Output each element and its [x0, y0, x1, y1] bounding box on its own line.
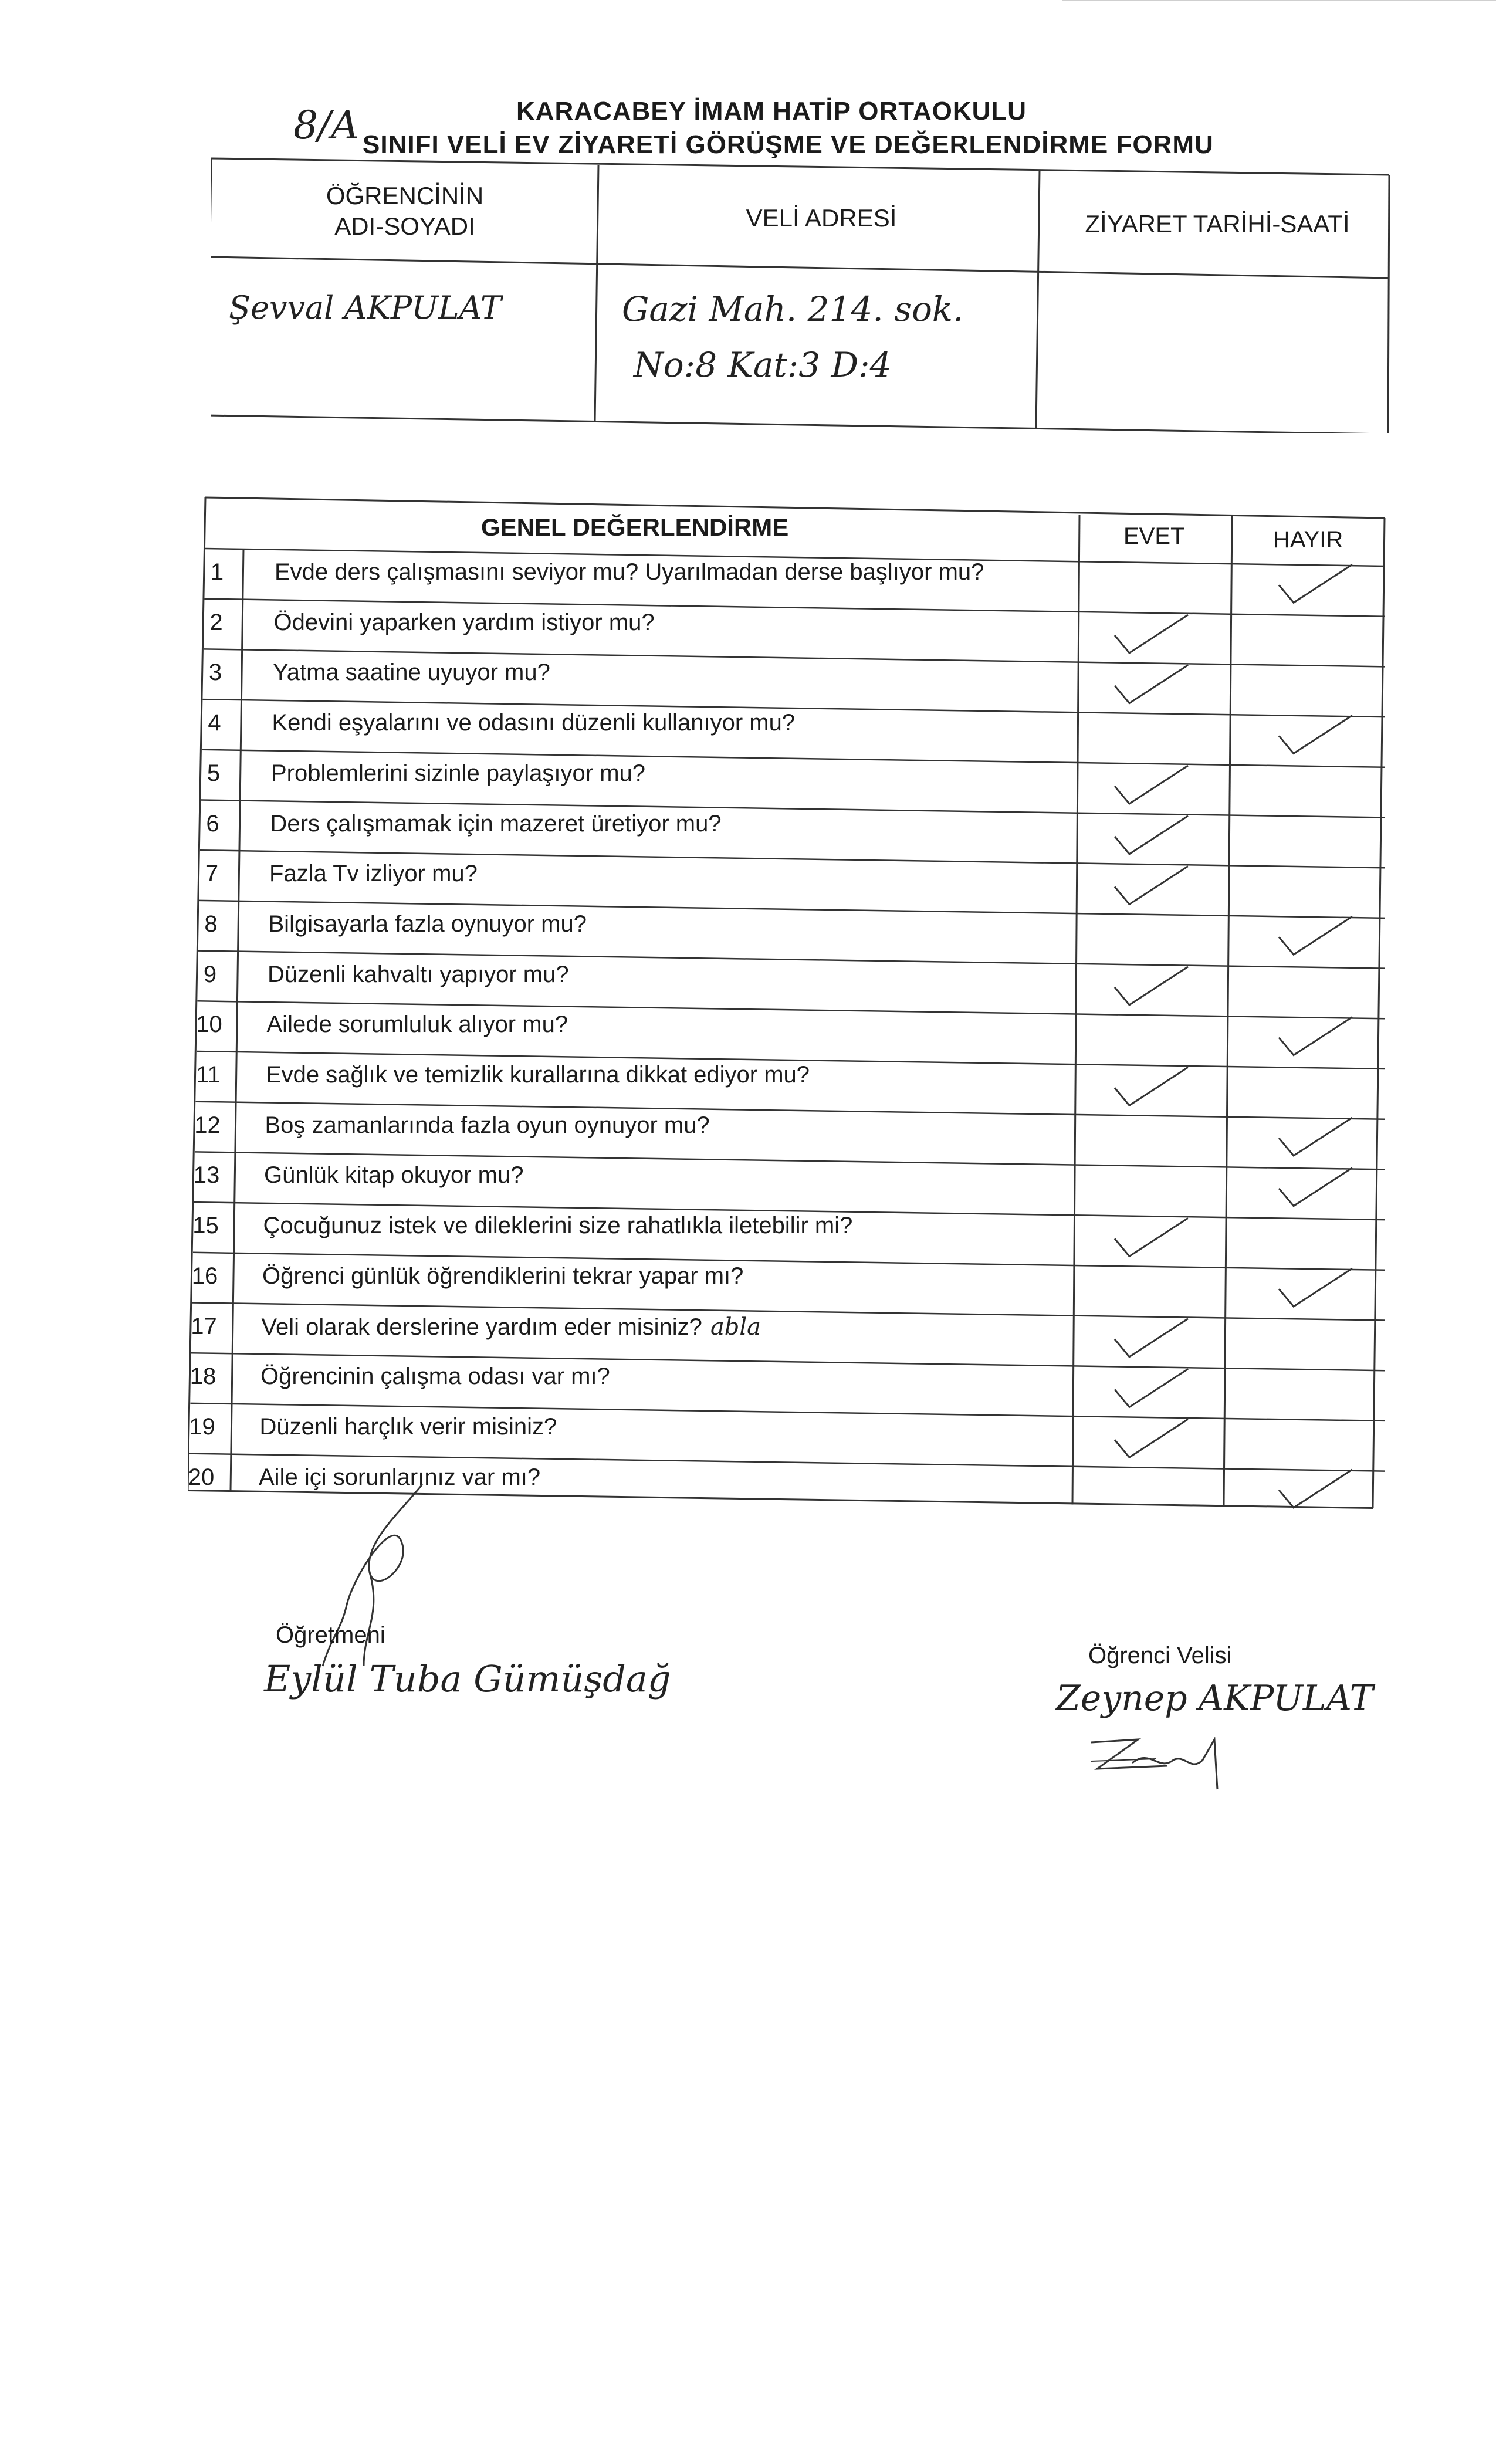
answer-check-mark — [1115, 1067, 1188, 1105]
answer-check-mark — [1115, 766, 1188, 804]
question-text: Fazla Tv izliyor mu? — [269, 861, 478, 887]
address-line-1: Gazi Mah. 214. sok. — [622, 289, 964, 329]
answer-check-mark — [1115, 967, 1188, 1005]
question-text: Yatma saatine uyuyor mu? — [273, 659, 550, 686]
question-text: Boş zamanlarında fazla oyun oynuyor mu? — [265, 1112, 710, 1138]
question-text: Ailede sorumluluk alıyor mu? — [266, 1011, 568, 1038]
question-text: Evde sağlık ve temizlik kurallarına dikkat ediyor mu? — [266, 1062, 810, 1088]
answer-check-mark — [1279, 1017, 1352, 1055]
header-visit-datetime: ZİYARET TARİHİ-SAATİ — [1085, 210, 1350, 238]
question-number: 12 — [194, 1112, 221, 1138]
question-text: Düzenli kahvaltı yapıyor mu? — [268, 961, 569, 987]
student-name-value: Şevval AKPULAT — [229, 289, 502, 326]
question-text: Çocuğunuz istek ve dileklerini size rahatlıkla iletebilir mi? — [263, 1213, 853, 1239]
question-number: 9 — [203, 961, 217, 987]
question-text: Veli olarak derslerine yardım eder misiniz? abla — [261, 1313, 761, 1341]
answer-check-mark — [1115, 1419, 1188, 1457]
question-number: 13 — [193, 1162, 220, 1189]
question-row — [188, 1001, 1079, 1051]
parent-signature-block — [1056, 1631, 1408, 1830]
question-row — [188, 1102, 1079, 1152]
answer-check-mark — [1279, 1168, 1352, 1206]
question-row — [188, 1152, 1079, 1201]
parent-signature-scribble — [1056, 1719, 1408, 1836]
question-number: 10 — [196, 1011, 222, 1038]
question-text: Evde ders çalışmasını seviyor mu? Uyarılmadan derse başlıyor mu? — [275, 559, 984, 585]
scan-edge-line — [1062, 0, 1496, 1]
answer-check-mark — [1279, 916, 1352, 955]
question-number: 1 — [210, 559, 224, 585]
school-name: KARACABEY İMAM HATİP ORTAOKULU — [516, 97, 1027, 126]
student-info-table — [211, 157, 1390, 433]
parent-label: Öğrenci Velisi — [1088, 1643, 1232, 1668]
evaluation-table — [188, 493, 1396, 1519]
question-number: 4 — [208, 710, 221, 736]
teacher-label: Öğretmeni — [276, 1622, 385, 1648]
question-row — [188, 850, 1079, 900]
question-number: 11 — [196, 1062, 221, 1088]
answer-check-mark — [1279, 1268, 1352, 1307]
question-number: 20 — [188, 1464, 215, 1490]
question-text: Ödevini yaparken yardım istiyor mu? — [273, 609, 655, 635]
question-row — [188, 649, 1079, 699]
question-row — [188, 800, 1079, 850]
question-number: 19 — [189, 1413, 215, 1440]
answer-check-mark — [1115, 1319, 1188, 1357]
question-text: Ders çalışmamak için mazeret üretiyor mu? — [270, 810, 722, 837]
question-text: Düzenli harçlık verir misiniz? — [259, 1413, 557, 1440]
question-row — [188, 1202, 1079, 1252]
question-text: Günlük kitap okuyor mu? — [264, 1162, 524, 1189]
question-number: 18 — [189, 1363, 216, 1390]
question-row — [188, 1303, 1079, 1353]
question-text: Aile içi sorunlarınız var mı? — [259, 1464, 541, 1490]
question-number: 3 — [208, 659, 222, 686]
parent-name: Zeynep AKPULAT — [1056, 1678, 1373, 1719]
header-student-name-line2: ADI-SOYADI — [334, 212, 475, 240]
question-number: 5 — [207, 760, 221, 786]
answer-check-mark — [1279, 564, 1352, 603]
question-number: 8 — [204, 911, 218, 937]
answer-check-mark — [1115, 866, 1188, 904]
question-row — [188, 750, 1079, 800]
question-note: abla — [710, 1313, 761, 1341]
answer-check-mark — [1115, 665, 1188, 703]
evaluation-header: GENEL DEĞERLENDİRME — [481, 513, 789, 541]
question-number: 7 — [205, 861, 219, 887]
question-text: Öğrencinin çalışma odası var mı? — [260, 1363, 610, 1390]
answer-check-mark — [1115, 1369, 1188, 1407]
question-row — [188, 1253, 1079, 1302]
question-row — [188, 901, 1079, 950]
answer-check-mark — [1279, 715, 1352, 753]
class-label: 8/A — [293, 103, 359, 148]
question-row — [188, 549, 1079, 598]
address-line-2: No:8 Kat:3 D:4 — [634, 345, 892, 385]
answer-check-mark — [1279, 1470, 1352, 1508]
header-student-name-line1: ÖĞRENCİNİN — [326, 182, 484, 209]
question-number: 15 — [192, 1213, 219, 1239]
answer-check-mark — [1115, 1218, 1188, 1256]
header-parent-address: VELİ ADRESİ — [746, 204, 897, 232]
question-number: 6 — [206, 810, 219, 837]
answer-check-mark — [1279, 1118, 1352, 1156]
question-number: 17 — [191, 1313, 217, 1339]
header-student-name — [217, 181, 593, 242]
answer-check-mark — [1115, 615, 1188, 653]
question-text: Öğrenci günlük öğrendiklerini tekrar yapar mı? — [262, 1263, 744, 1289]
column-yes-header: EVET — [1123, 523, 1185, 549]
question-row — [188, 1051, 1079, 1101]
question-row — [188, 699, 1079, 749]
teacher-name: Eylül Tuba Gümüşdağ — [264, 1657, 671, 1700]
teacher-signature-block — [264, 1478, 686, 1713]
form-title: SINIFI VELİ EV ZİYARETİ GÖRÜŞME VE DEĞERLENDİRME FORMU — [363, 130, 1214, 159]
question-row — [188, 951, 1079, 1001]
question-row — [188, 1353, 1079, 1403]
question-row — [188, 599, 1079, 649]
question-number: 2 — [209, 609, 223, 635]
question-text: Problemlerini sizinle paylaşıyor mu? — [271, 760, 646, 786]
question-text: Kendi eşyalarını ve odasını düzenli kullanıyor mu? — [272, 710, 796, 736]
answer-check-mark — [1115, 816, 1188, 854]
question-row — [188, 1403, 1079, 1453]
question-number: 16 — [191, 1263, 218, 1289]
column-no-header: HAYIR — [1273, 527, 1343, 553]
question-text: Bilgisayarla fazla oynuyor mu? — [268, 911, 587, 937]
